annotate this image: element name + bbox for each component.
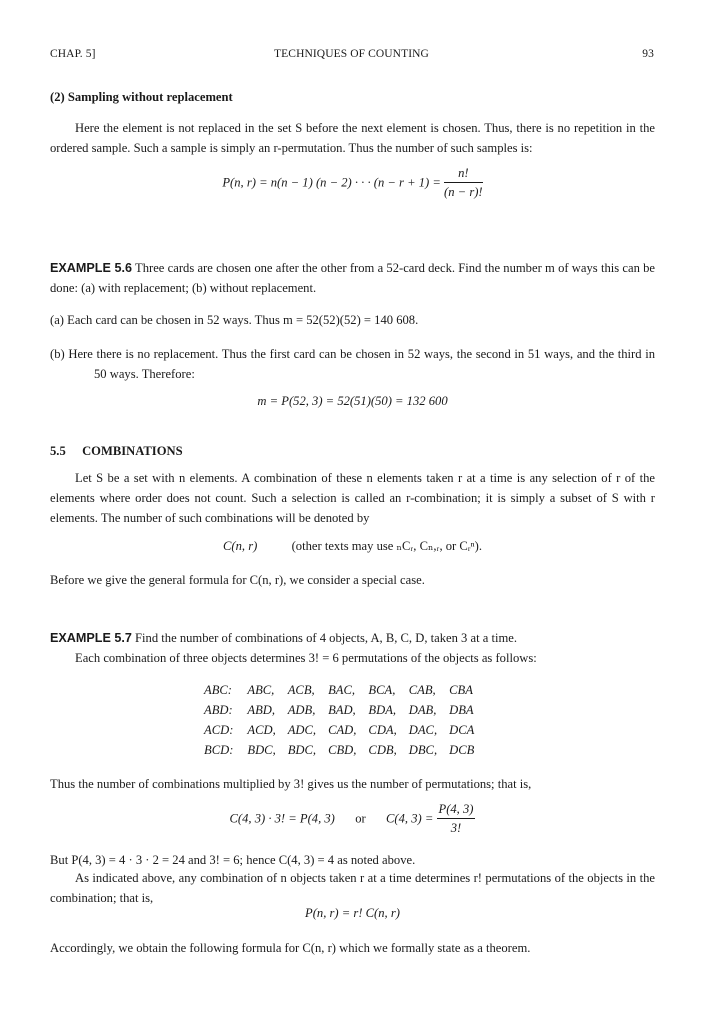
table-row <box>198 720 480 740</box>
fraction-denominator: 3! <box>450 821 462 835</box>
table-cell: ACD: <box>204 723 234 737</box>
combination-notation <box>50 538 655 554</box>
table-cell: CAB, <box>408 683 436 697</box>
table-cell: ADC, <box>287 723 317 737</box>
paragraph-thus: Thus the number of combinations multiplied by 3! gives us the number of permutations; that is, <box>50 777 532 791</box>
paragraph-but: But P(4, 3) = 4 · 3 · 2 = 24 and 3! = 6; hence C(4, 3) = 4 as noted above. <box>50 853 416 867</box>
table-cell: CBD, <box>328 743 357 757</box>
page-number: 93 <box>642 48 654 60</box>
table-cell: ABD, <box>247 703 276 717</box>
table-row <box>198 700 480 720</box>
example-label: EXAMPLE 5.6 <box>50 261 132 275</box>
formula-right-fraction <box>437 802 476 836</box>
table-cell: ADB, <box>287 703 316 717</box>
table-cell: BCA, <box>368 683 396 697</box>
table-cell: BAD, <box>328 703 356 717</box>
paragraph-sampling: Here the element is not replaced in the set S before the next element is chosen. Thus, there is no repetition in the ordered sample. Such a sample is simply an r-permutation. Thus the number of such samples is: <box>50 121 655 155</box>
fraction-numerator: P(4, 3) <box>437 802 476 819</box>
table-cell: DAC, <box>408 723 438 737</box>
table-cell: BDC, <box>287 743 317 757</box>
table-cell: CDB, <box>368 743 397 757</box>
table-cell: BAC, <box>328 683 356 697</box>
formula-left: C(4, 3) · 3! = P(4, 3) <box>229 811 335 826</box>
section-heading <box>50 444 183 459</box>
example-5-7 <box>50 628 655 648</box>
table-cell: ACD, <box>247 723 276 737</box>
table-cell: BDA, <box>368 703 397 717</box>
fraction-numerator: n! <box>444 166 483 183</box>
formula-example-5-7 <box>50 802 655 842</box>
example-text: Three cards are chosen one after the other from a 52-card deck. Find the number m of ways this can be done: (a) with replacement; (b) without replacement. <box>50 261 656 295</box>
formula-right-lhs: C(4, 3) = <box>386 811 434 826</box>
formula-example-5-6: m = P(52, 3) = 52(51)(50) = 132 600 <box>257 394 448 408</box>
table-cell: DBA <box>449 703 474 717</box>
formula-permutation-fraction <box>444 166 483 200</box>
running-head-chapter: CHAP. 5] <box>50 48 96 60</box>
table-cell: ABD: <box>204 703 233 717</box>
example-5-7-line2: Each combination of three objects determines 3! = 6 permutations of the objects as follows: <box>75 651 537 665</box>
running-head-title: TECHNIQUES OF COUNTING <box>274 48 429 60</box>
table-cell: DCB <box>449 743 475 757</box>
section-title: COMBINATIONS <box>82 444 183 458</box>
table-cell: ABC: <box>204 683 232 697</box>
table-row <box>198 740 480 760</box>
table-cell: CAD, <box>328 723 357 737</box>
table-cell: DBC, <box>408 743 438 757</box>
formula-permutation-combination: P(n, r) = r! C(n, r) <box>305 906 400 920</box>
table-cell: DAB, <box>408 703 437 717</box>
table-cell: BCD: <box>204 743 234 757</box>
example-label: EXAMPLE 5.7 <box>50 631 132 645</box>
formula-or: or <box>355 811 366 826</box>
formula-permutation <box>50 166 655 206</box>
paragraph-accordingly: Accordingly, we obtain the following formula for C(n, r) which we formally state as a theorem. <box>50 941 531 955</box>
table-cell: CDA, <box>368 723 397 737</box>
example-text: Find the number of combinations of 4 objects, A, B, C, D, taken 3 at a time. <box>135 631 517 645</box>
notation-main: C(n, r) <box>223 539 258 553</box>
paragraph-special-case: Before we give the general formula for C(n, r), we consider a special case. <box>50 573 425 587</box>
table-row <box>198 680 480 700</box>
table-cell: BDC, <box>247 743 276 757</box>
fraction-denominator: (n − r)! <box>444 185 483 199</box>
table-cell: ACB, <box>287 683 315 697</box>
table-cell: DCA <box>449 723 475 737</box>
table-cell: ABC, <box>247 683 275 697</box>
formula-permutation-lhs: P(n, r) = n(n − 1) (n − 2) · · · (n − r + 1) = <box>222 175 441 190</box>
permutation-table <box>198 680 480 760</box>
example-5-6-part-b: (b) Here there is no replacement. Thus the first card can be chosen in 52 ways, the second in 51 ways, and the third in 50 ways. Therefore: <box>50 347 655 381</box>
section-number: 5.5 <box>50 444 66 458</box>
subheading-sampling: (2) Sampling without replacement <box>50 90 233 104</box>
example-5-6 <box>50 258 655 298</box>
paragraph-as-indicated: As indicated above, any combination of n objects taken r at a time determines r! permutations of the objects in the combination; that is, <box>50 871 655 905</box>
table-cell: CBA <box>449 683 473 697</box>
example-5-6-part-a: (a) Each card can be chosen in 52 ways. Thus m = 52(52)(52) = 140 608. <box>50 313 419 327</box>
paragraph-combination-definition: Let S be a set with n elements. A combination of these n elements taken r at a time is any selection of r of the elements where order does not count. Such a selection is called an r-combination; it is simply a subset of S with r elements. The number of such combinations will be denoted by <box>50 471 655 525</box>
notation-alternatives: (other texts may use ₙCᵣ, Cₙ,ᵣ, or Cᵣⁿ). <box>291 539 482 553</box>
